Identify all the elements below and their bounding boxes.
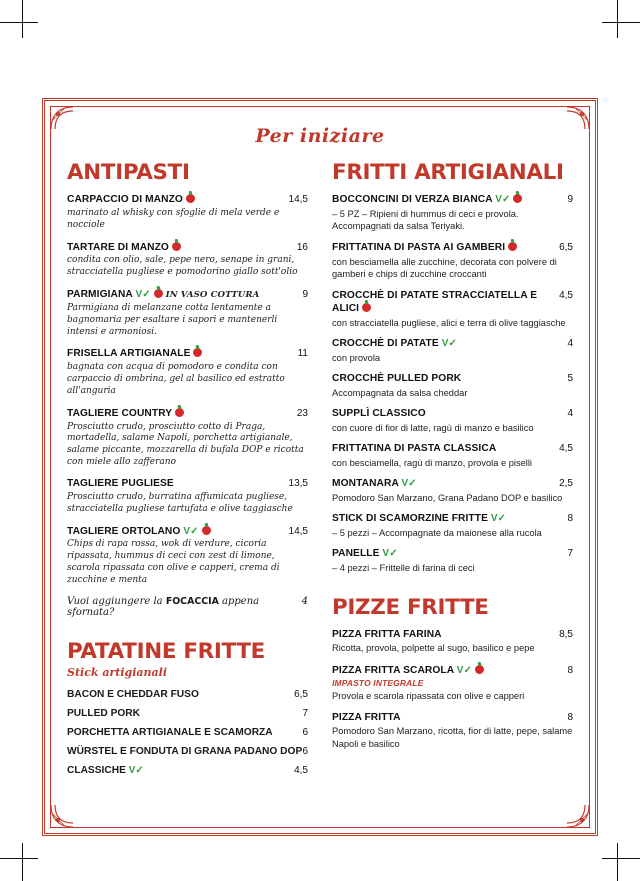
menu-item-description: – 4 pezzi – Frittelle di farina di ceci — [332, 563, 475, 574]
menu-row — [67, 723, 308, 742]
chili-icon — [202, 526, 211, 535]
menu-item-price: 16 — [296, 241, 308, 253]
footnote-post: appena sfornata? — [67, 595, 260, 618]
menu-item-name: MONTANARA V✓ — [332, 478, 417, 490]
menu-item — [332, 629, 573, 655]
vegetarian-icon: V✓ — [401, 478, 417, 490]
chili-icon — [154, 289, 163, 298]
menu-item — [67, 407, 308, 469]
left-column — [67, 161, 308, 780]
crop-mark-right-top — [602, 22, 640, 23]
menu-item — [67, 478, 308, 516]
footnote-emphasis: FOCACCIA — [165, 595, 219, 607]
menu-item-name: PANELLE V✓ — [332, 548, 398, 560]
menu-item-price: 4 — [567, 408, 573, 420]
menu-item-name: BOCCONCINI DI VERZA BIANCA V✓ — [332, 193, 522, 207]
menu-item-price: 13,5 — [288, 478, 308, 490]
crop-mark-left-bottom — [0, 858, 38, 859]
menu-item-price: 5 — [567, 373, 573, 385]
menu-item-subnote: IMPASTO INTEGRALE — [332, 678, 424, 689]
menu-item — [332, 443, 573, 469]
chili-icon — [362, 303, 371, 312]
menu-item — [67, 193, 308, 232]
menu-item-description: con cuore di fior di latte, ragù di manzo e basilico — [332, 423, 534, 434]
focaccia-footnote — [67, 596, 308, 618]
menu-item — [332, 478, 573, 504]
menu-item-description: Provola e scarola ripassata con olive e capperi — [332, 691, 525, 702]
vegetarian-icon: V✓ — [135, 289, 151, 301]
menu-row-price: 6 — [302, 726, 308, 738]
menu-item-name: FRITTATINA DI PASTA AI GAMBERI — [332, 241, 517, 255]
menu-row-name: BACON E CHEDDAR FUSO — [67, 688, 199, 700]
chili-icon — [186, 194, 195, 203]
menu-item — [332, 712, 573, 750]
chili-icon — [172, 242, 181, 251]
menu-item-price: 4,5 — [559, 289, 573, 301]
menu-item-description: Parmigiana di melanzane cotta lentamente a bagnomaria per esaltare i sapori e mantenerli intensi e armoniosi. — [67, 302, 278, 337]
menu-item — [67, 347, 308, 397]
menu-item — [67, 525, 308, 587]
antipasti-list — [67, 193, 308, 587]
menu-item-name: CROCCHÈ DI PATATE STRACCIATELLA E ALICI — [332, 289, 538, 315]
right-column — [332, 161, 573, 759]
menu-row — [67, 742, 308, 761]
menu-item — [332, 664, 573, 703]
menu-item-description: – 5 PZ – Ripieni di hummus di ceci e provola. Accompagnati da salsa Teriyaki. — [332, 208, 519, 232]
menu-item-description: – 5 pezzi – Accompagnate da maionese alla rucola — [332, 528, 542, 539]
vegetarian-icon: V✓ — [382, 548, 398, 560]
menu-item-description: con besciamella alle zucchine, decorata con polvere di gamberi e chips di zucchine croccanti — [332, 257, 557, 280]
menu-row — [67, 704, 308, 723]
menu-item-price: 23 — [296, 407, 308, 419]
footnote-pre: Vuoi aggiungere la — [67, 595, 163, 607]
menu-item-name: TAGLIERE ORTOLANO V✓ — [67, 525, 211, 539]
menu-item-description: con stracciatella pugliese, alici e terra di olive taggiasche — [332, 318, 566, 329]
crop-mark-top-left — [22, 0, 23, 38]
menu-item-name: STICK DI SCAMORZINE FRITTE V✓ — [332, 513, 507, 525]
section-subtitle-patatine: Stick artigianali — [67, 665, 168, 679]
menu-item-price: 8 — [567, 711, 573, 723]
crop-mark-bottom-right — [617, 843, 618, 881]
section-title-pizze: PIZZE FRITTE — [332, 595, 489, 620]
vegetarian-icon: V✓ — [490, 513, 507, 525]
menu-row — [67, 761, 308, 780]
menu-item-description: Pomodoro San Marzano, ricotta, fior di latte, pepe, salame Napoli e basilico — [332, 726, 573, 749]
menu-item-description: Prosciutto crudo, prosciutto cotto di Praga, mortadella, salame Napoli, porchetta artigianale, salame piccante, mozzarella di bufala DOP e ricotta con miele allo zafferano — [67, 421, 304, 468]
menu-item-name: CARPACCIO DI MANZO — [67, 193, 195, 207]
section-title-antipasti: ANTIPASTI — [67, 160, 190, 184]
menu-item-price: 4,5 — [559, 443, 573, 455]
menu-item-description: Accompagnata da salsa cheddar — [332, 388, 468, 399]
chili-icon — [475, 665, 484, 674]
vegetarian-icon: V✓ — [128, 764, 144, 776]
menu-item-description: Prosciutto crudo, burratina affumicata pugliese, stracciatella pugliese tartufata e olive taggiasche — [67, 491, 293, 514]
menu-item-name: TAGLIERE COUNTRY — [67, 407, 184, 421]
section-title-patatine: PATATINE FRITTE — [67, 638, 265, 663]
chili-icon — [508, 242, 517, 251]
menu-item — [332, 338, 573, 364]
menu-item-price: 8 — [567, 664, 573, 676]
vegetarian-icon: V✓ — [456, 664, 472, 676]
menu-item-description: Chips di rapa rossa, wok di verdure, cicoria ripassata, hummus di ceci con zest di limone, scarola ripassata con olive e capperi, crema di zucchine e menta — [67, 539, 280, 585]
menu-item-name: PIZZA FRITTA — [332, 711, 401, 723]
menu-item — [332, 290, 573, 330]
fritti-list — [332, 193, 573, 574]
menu-row-price: 6,5 — [294, 688, 308, 700]
menu-item — [332, 513, 573, 539]
menu-item — [332, 241, 573, 280]
menu-item-name: PIZZA FRITTA SCAROLA V✓ — [332, 664, 484, 678]
menu-item-description: condita con olio, sale, pepe nero, senape in grani, stracciatella pugliese e pomodorino giallo sott'olio — [67, 255, 298, 278]
vegetarian-icon: V✓ — [441, 338, 457, 350]
menu-item-name: PARMIGIANA V✓ IN VASO COTTURA — [67, 289, 260, 301]
menu-row-price: 4,5 — [294, 764, 308, 776]
menu-item-description: marinato al whisky con sfoglie di mela verde e nocciole — [67, 207, 280, 230]
menu-item-price: 8,5 — [559, 628, 573, 640]
menu-item-name: SUPPLÌ CLASSICO — [332, 408, 426, 420]
menu-item — [332, 193, 573, 232]
menu-item-description: Pomodoro San Marzano, Grana Padano DOP e basilico — [332, 493, 563, 504]
menu-item-price: 7 — [567, 548, 573, 560]
patatine-list — [67, 685, 308, 780]
menu-row — [67, 685, 308, 704]
menu-item-description: bagnata con acqua di pomodoro e condita con carpaccio di ombrina, gel al basilico ed estratto all'anguria — [67, 362, 285, 396]
menu-item-description: con provola — [332, 353, 381, 364]
menu-item-name: FRISELLA ARTIGIANALE — [67, 347, 202, 361]
menu-item-description: Ricotta, provola, polpette al sugo, basilico e pepe — [332, 643, 535, 654]
crop-mark-right-bottom — [602, 858, 640, 859]
menu-item-name: TARTARE DI MANZO — [67, 241, 181, 255]
menu-row-name: WÜRSTEL E FONDUTA DI GRANA PADANO DOP — [67, 745, 303, 757]
footnote-price: 4 — [301, 595, 308, 607]
crop-mark-bottom-left — [22, 843, 23, 881]
menu-item-description: con besciamella, ragù di manzo, provola e piselli — [332, 458, 532, 469]
menu-item — [332, 373, 573, 399]
menu-item — [332, 408, 573, 434]
vegetarian-icon: V✓ — [183, 525, 199, 537]
section-title-fritti: FRITTI ARTIGIANALI — [332, 160, 564, 184]
menu-item-price: 11 — [297, 348, 308, 360]
menu-item-note: IN VASO COTTURA — [165, 290, 260, 301]
pizze-list — [332, 629, 573, 750]
crop-mark-left-top — [0, 22, 38, 23]
menu-item-price: 14,5 — [288, 194, 308, 206]
menu-item-price: 8 — [567, 513, 573, 525]
chili-icon — [193, 348, 202, 357]
menu-page — [42, 98, 598, 836]
menu-item-name: FRITTATINA DI PASTA CLASSICA — [332, 443, 497, 455]
menu-item-name: CROCCHÈ DI PATATE V✓ — [332, 338, 457, 350]
menu-item-name: PIZZA FRITTA FARINA — [332, 628, 442, 640]
menu-item-price: 9 — [302, 289, 308, 301]
menu-row-price: 6 — [302, 745, 308, 757]
menu-item — [67, 288, 308, 338]
menu-item-name: TAGLIERE PUGLIESE — [67, 478, 174, 490]
menu-row-price: 7 — [302, 707, 308, 719]
menu-item-price: 2,5 — [559, 478, 573, 490]
menu-row-name: PORCHETTA ARTIGIANALE E SCAMORZA — [67, 726, 273, 738]
menu-item-price: 9 — [567, 194, 573, 206]
menu-item — [67, 241, 308, 280]
menu-item-name: CROCCHÈ PULLED PORK — [332, 373, 462, 385]
page-title: Per iniziare — [255, 125, 385, 147]
chili-icon — [513, 194, 522, 203]
menu-item-price: 14,5 — [288, 525, 308, 537]
menu-item-price: 4 — [567, 338, 573, 350]
menu-item — [332, 548, 573, 574]
menu-row-name: PULLED PORK — [67, 707, 141, 719]
chili-icon — [175, 408, 184, 417]
menu-row-name: CLASSICHE V✓ — [67, 764, 144, 776]
menu-content — [67, 125, 573, 817]
crop-mark-top-right — [617, 0, 618, 38]
menu-item-price: 6,5 — [559, 242, 573, 254]
vegetarian-icon: V✓ — [495, 194, 511, 206]
